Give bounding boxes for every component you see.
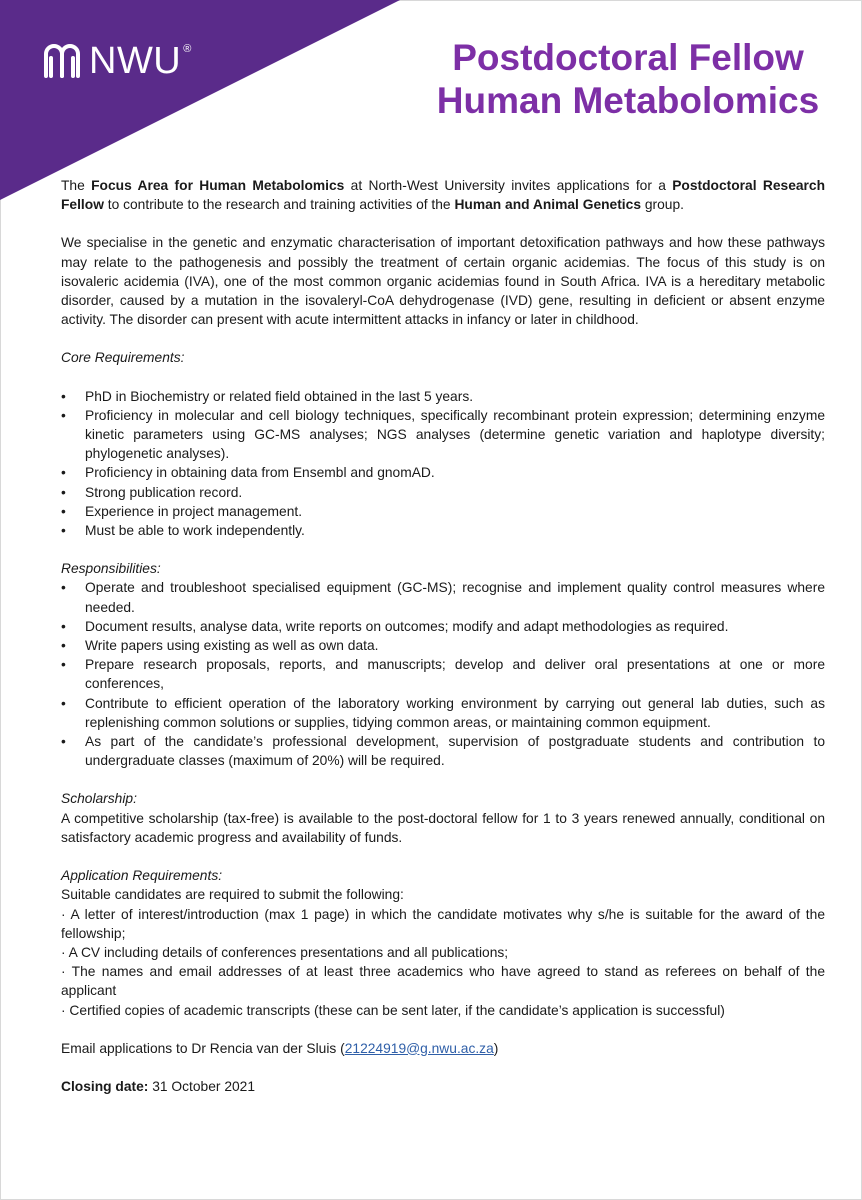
closing-date-label: Closing date: <box>61 1078 149 1094</box>
email-line <box>61 1039 825 1058</box>
application-item: · Certified copies of academic transcripts (these can be sent later, if the candidate’s application is successful) <box>61 1002 725 1018</box>
purple-banner <box>0 0 400 200</box>
email-suffix: ) <box>493 1040 499 1056</box>
nwu-logo <box>40 40 191 82</box>
title-line-1: Postdoctoral Fellow <box>452 37 804 78</box>
intro-text-3: to contribute to the research and training activities of the <box>103 197 455 213</box>
list-item: • Proficiency in molecular and cell biology techniques, specifically recombinant protein expression; determining enzyme kinetic parameters using GC-MS analyses; NGS analyses (determine genetic variation and haplotype diversity; phylogenetic analyses). <box>61 406 825 464</box>
spacer <box>61 847 825 866</box>
list-item: • Strong publication record. <box>61 483 825 502</box>
email-prefix: Email applications to Dr Rencia van der Sluis ( <box>61 1040 345 1056</box>
spacer <box>61 770 825 789</box>
spacer <box>61 1020 825 1039</box>
spacer <box>61 540 825 559</box>
list-item: • Experience in project management. <box>61 502 825 521</box>
email-link[interactable]: 21224919@g.nwu.ac.za <box>344 1040 494 1056</box>
logo-text: NWU <box>89 40 182 82</box>
closing-date <box>61 1077 825 1096</box>
responsibilities-heading: Responsibilities: <box>61 561 161 577</box>
core-requirements-heading: Core Requirements: <box>61 350 185 366</box>
intro-text-2: at North-West University invites applications for a <box>344 178 673 193</box>
page-title <box>408 36 848 122</box>
closing-date-value: 31 October 2021 <box>148 1078 256 1094</box>
scholarship-text: A competitive scholarship (tax-free) is available to the post-doctoral fellow for 1 to 3 years renewed annually, conditional on satisfactory academic progress and availability of funds. <box>61 810 825 845</box>
intro-bold-group: Human and Animal Genetics <box>454 197 641 213</box>
intro-bold-focus-area: Focus Area for Human Metabolomics <box>91 178 345 193</box>
logo-registered-mark: ® <box>183 43 192 55</box>
title-line-2: Human Metabolomics <box>436 80 820 121</box>
application-item: · A CV including details of conferences presentations and all publications; <box>61 944 509 960</box>
application-item: · The names and email addresses of at least three academics who have agreed to stand as referees on behalf of the applicant <box>61 964 825 999</box>
spacer <box>61 214 825 233</box>
list-item: • PhD in Biochemistry or related field obtained in the last 5 years. <box>61 387 825 406</box>
research-paragraph: We specialise in the genetic and enzymatic characterisation of important detoxification pathways and how these pathways may relate to the pathogenesis and possibly the treatment of certain organic acidemias. The focus of this study is on isovaleric acidemia (IVA), one of the most common organic acidemias found in South Africa. IVA is a hereditary metabolic disorder, caused by a mutation in the isovaleryl-CoA dehydrogenase (IVD) gene, resulting in deficient or absent enzyme activity. The disorder can present with acute intermittent attacks in infancy or later in childhood. <box>61 235 825 328</box>
intro-text-1: The <box>61 178 92 193</box>
intro-paragraph <box>61 176 825 214</box>
banner-shape <box>0 0 400 200</box>
spacer <box>61 1058 825 1077</box>
responsibilities-list <box>61 578 825 770</box>
intro-text-4: group. <box>641 197 684 213</box>
list-item: • Prepare research proposals, reports, and manuscripts; develop and deliver oral presentations at one or more conferences, <box>61 655 825 693</box>
application-lead: Suitable candidates are required to submit the following: <box>61 887 404 903</box>
list-item: • Write papers using existing as well as own data. <box>61 636 825 655</box>
intro-bold-position: Postdoctoral Research Fellow <box>61 178 826 213</box>
nwu-logo-icon <box>40 40 84 82</box>
scholarship-heading: Scholarship: <box>61 791 137 807</box>
list-item: • Contribute to efficient operation of the laboratory working environment by carrying out general lab duties, such as replenishing common solutions or supplies, tidying common areas, or maintaining common equipment. <box>61 694 825 732</box>
document-body <box>61 176 825 1096</box>
application-requirements-heading: Application Requirements: <box>61 868 223 884</box>
list-item: • Operate and troubleshoot specialised equipment (GC-MS); recognise and implement quality control measures where needed. <box>61 578 825 616</box>
list-item: • Document results, analyse data, write reports on outcomes; modify and adapt methodologies as required. <box>61 617 825 636</box>
core-requirements-list <box>61 387 825 541</box>
spacer <box>61 368 825 387</box>
list-item: • Proficiency in obtaining data from Ensembl and gnomAD. <box>61 463 825 482</box>
list-item: • As part of the candidate’s professional development, supervision of postgraduate students and contribution to undergraduate classes (maximum of 20%) will be required. <box>61 732 825 770</box>
list-item: • Must be able to work independently. <box>61 521 825 540</box>
spacer <box>61 329 825 348</box>
application-item: · A letter of interest/introduction (max 1 page) in which the candidate motivates why s/he is suitable for the award of the fellowship; <box>61 906 825 941</box>
